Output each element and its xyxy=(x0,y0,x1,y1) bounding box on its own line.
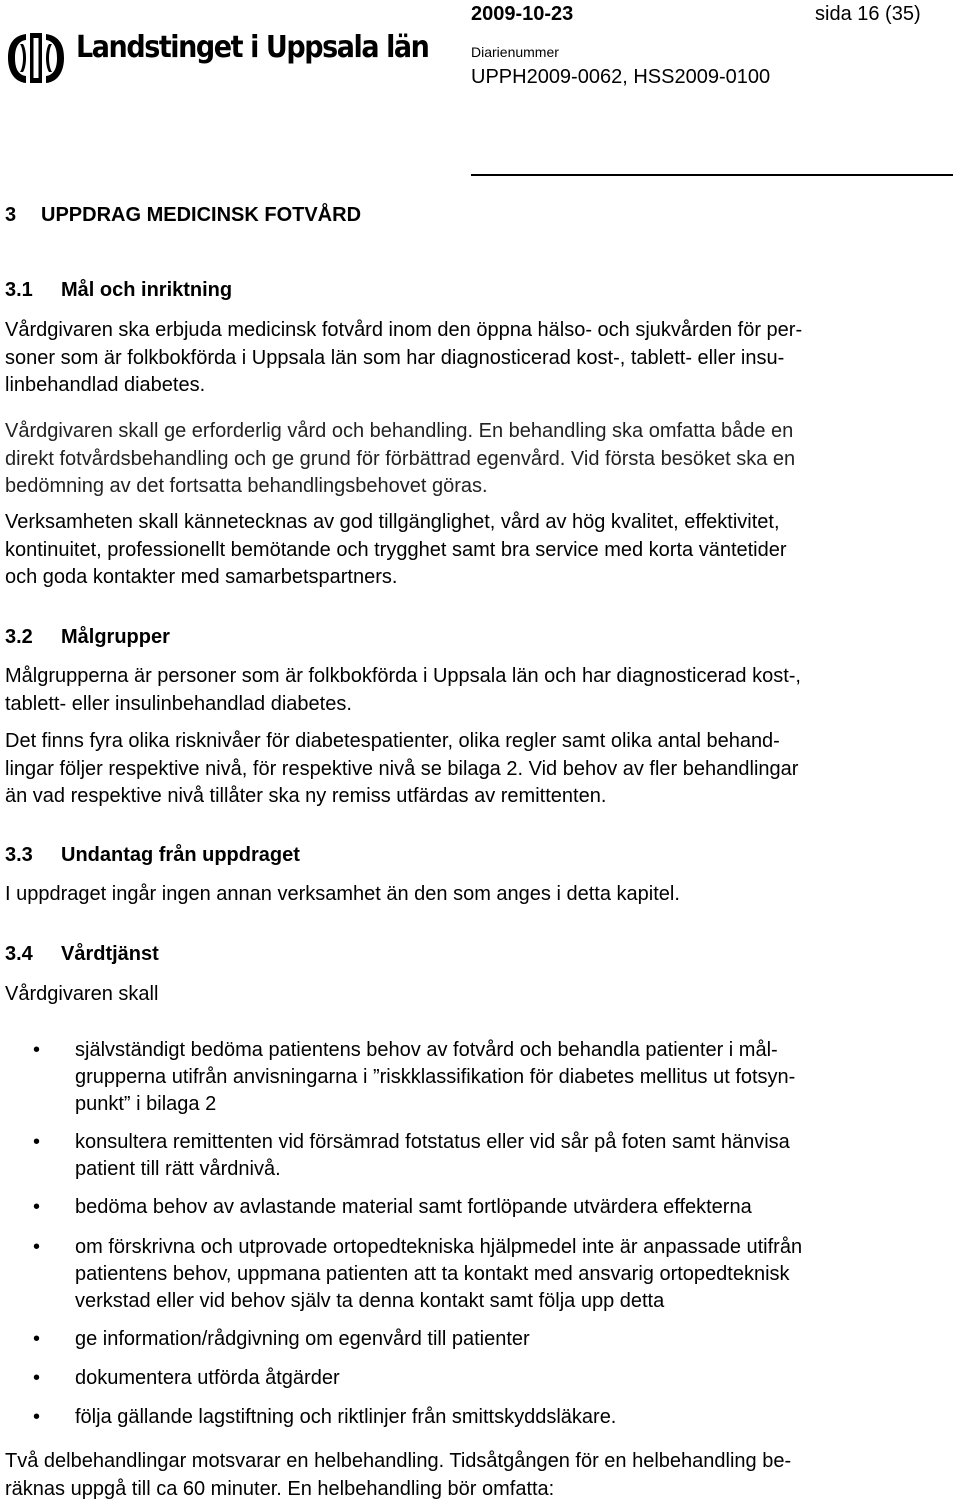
bullet-icon: • xyxy=(33,1406,41,1428)
list-item: • följa gällande lagstiftning och riktlinjer från smittskyddsläkare. xyxy=(5,1404,950,1431)
list-item: • dokumentera utförda åtgärder xyxy=(5,1365,950,1392)
list-item: • bedöma behov av avlastande material samt fortlöpande utvärdera effekterna xyxy=(5,1194,950,1221)
bullet-icon: • xyxy=(33,1039,41,1061)
document-date: 2009-10-23 xyxy=(471,3,574,25)
list-item: • om förskrivna och utprovade ortopedtekniska hjälpmedel inte är anpassade utifrån patientens behov, uppmana patienten att ta kontakt med ansvarig ortopedteknisk verkstad eller vid behov själv ta denna kontakt samt följa upp detta xyxy=(33,1236,803,1312)
paragraph-3-4-intro: Vårdgivaren skall xyxy=(5,983,159,1005)
page-number: sida 16 (35) xyxy=(815,3,921,25)
paragraph-3-4-closing: Två delbehandlingar motsvarar en helbehandling. Tidsåtgången för en helbehandling be- räknas uppgå till ca 60 minuter. En helbehandling bör omfatta: xyxy=(5,1450,792,1500)
bullet-icon: • xyxy=(33,1367,41,1389)
paragraph-3-1-2: Vårdgivaren skall ge erforderlig vård och behandling. En behandling ska omfatta både en direkt fotvårdsbehandling och ge grund för förbättrad egenvård. Vid första besöket ska en bedömning av det fortsatta behandlingsbehovet göras. xyxy=(5,420,796,497)
bullet-icon: • xyxy=(33,1196,41,1218)
registration-number: UPPH2009-0062, HSS2009-0100 xyxy=(471,66,771,88)
organization-name: Landstinget i Uppsala län xyxy=(76,30,429,65)
paragraph-3-3-1: I uppdraget ingår ingen annan verksamhet än den som anges i detta kapitel. xyxy=(5,883,680,905)
subsection-heading-3-3: 3.3 Undantag från uppdraget xyxy=(5,844,300,866)
subsection-heading-3-1: 3.1 Mål och inriktning xyxy=(5,279,233,301)
page-header xyxy=(0,0,960,180)
registration-label: Diarienummer xyxy=(471,44,559,60)
bullet-icon: • xyxy=(33,1236,41,1258)
section-number: 3 xyxy=(5,204,17,226)
subsection-heading-3-4: 3.4 Vårdtjänst xyxy=(5,943,159,965)
county-council-logo-icon xyxy=(6,30,66,86)
bullet-icon: • xyxy=(33,1328,41,1350)
paragraph-3-1-1: Vårdgivaren ska erbjuda medicinsk fotvård inom den öppna hälso- och sjukvården för per- soner som är folkbokförda i Uppsala län som har diagnosticerad kost-, tablett- eller insu- linbehandlad diabetes. xyxy=(5,319,803,396)
section-heading xyxy=(5,202,950,230)
list-item: • självständigt bedöma patientens behov av fotvård och behandla patienter i mål- grupperna utifrån anvisningarna i ”riskklassifikation för diabetes mellitus ut fotsyn- punkt” i bilaga 2 xyxy=(33,1039,796,1115)
list-item: • ge information/rådgivning om egenvård till patienter xyxy=(5,1326,950,1353)
paragraph-3-2-2: Det finns fyra olika risknivåer för diabetespatienter, olika regler samt olika antal behand- lingar följer respektive nivå, för respektive nivå se bilaga 2. Vid behov av fler behandlingar än vad respektive nivå tillåter ska ny remiss utfärdas av remittenten. xyxy=(5,730,799,807)
header-rule xyxy=(471,174,953,176)
paragraph-3-1-3: Verksamheten skall kännetecknas av god tillgänglighet, vård av hög kvalitet, effektivitet, kontinuitet, professionellt bemötande och trygghet samt bra service med korta väntetider och goda kontakter med samarbetspartners. xyxy=(5,511,787,588)
list-item: • konsultera remittenten vid försämrad fotstatus eller vid sår på foten samt hänvisa patient till rätt vårdnivå. xyxy=(33,1131,790,1180)
bullet-icon: • xyxy=(33,1131,41,1153)
section-title: UPPDRAG MEDICINSK FOTVÅRD xyxy=(41,204,362,226)
subsection-heading-3-2: 3.2 Målgrupper xyxy=(5,626,170,648)
paragraph-3-2-1: Målgrupperna är personer som är folkbokförda i Uppsala län och har diagnosticerad kost-, tablett- eller insulinbehandlad diabetes. xyxy=(5,665,801,715)
